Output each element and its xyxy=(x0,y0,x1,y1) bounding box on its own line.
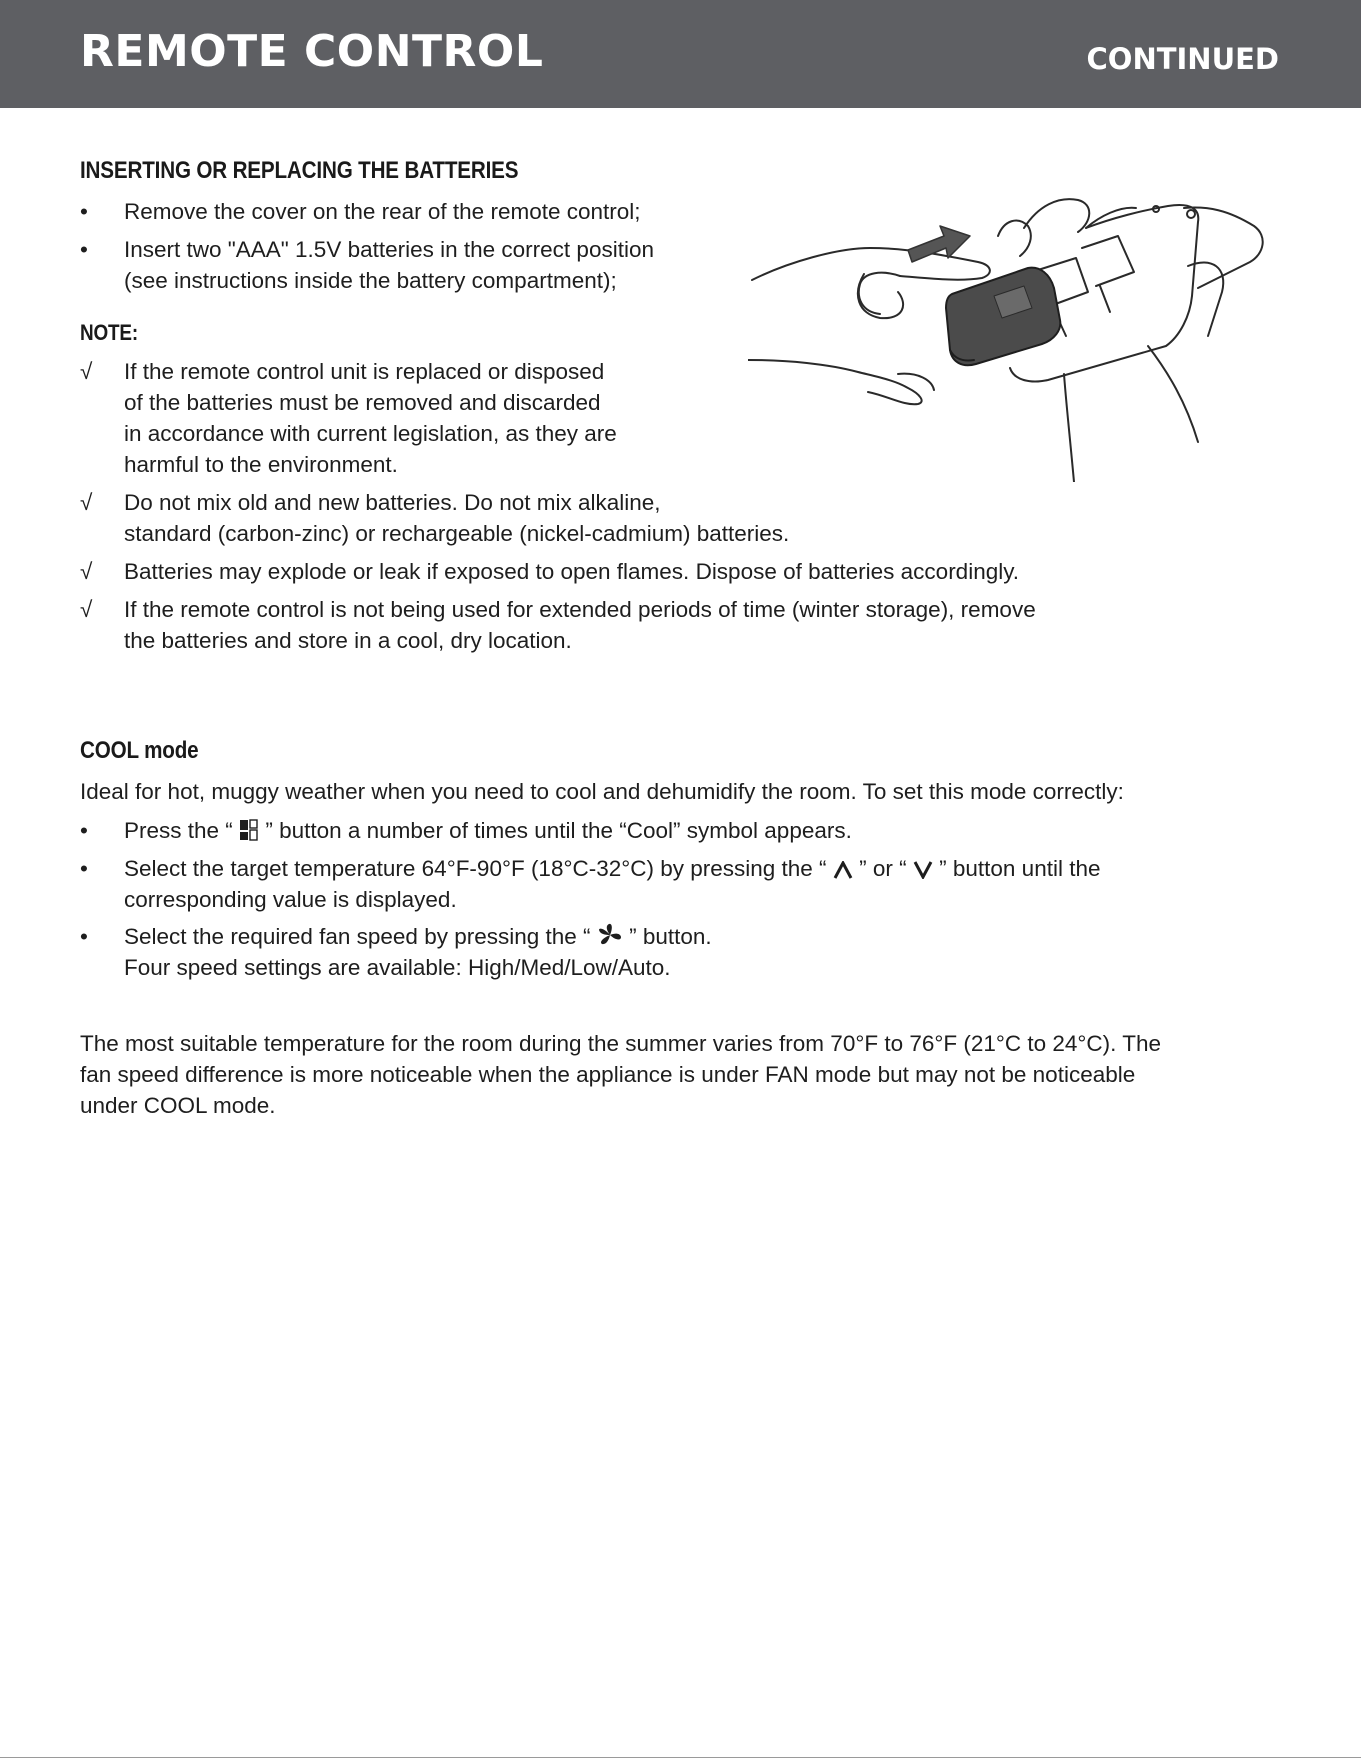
note-3-line-1: Batteries may explode or leak if exposed to open flames. Dispose of batteries accordingly. xyxy=(124,559,1020,584)
note-1-line-3: in accordance with current legislation, as they are xyxy=(124,421,617,446)
cool-step-2-text-c: ” button until the xyxy=(939,856,1101,881)
battery-step-1-line: Remove the cover on the rear of the remote control; xyxy=(124,199,641,224)
page-title: REMOTE CONTROL xyxy=(80,26,544,77)
cool-step-3-line-2: Four speed settings are available: High/Med/Low/Auto. xyxy=(124,955,671,980)
down-arrow-icon xyxy=(913,861,933,879)
remote-battery-cover-illustration xyxy=(748,196,1268,482)
page-header xyxy=(0,0,1361,108)
cool-step-2-text-b: ” or “ xyxy=(859,856,907,881)
cool-mode-intro xyxy=(80,776,1124,807)
page-continued-label: CONTINUED xyxy=(1086,42,1279,76)
note-heading: NOTE: xyxy=(80,320,139,345)
note-4-line-1: If the remote control is not being used for extended periods of time (winter storage), remove xyxy=(124,597,1036,622)
note-2-line-2: standard (carbon-zinc) or rechargeable (nickel-cadmium) batteries. xyxy=(124,521,790,546)
summary-line-1: The most suitable temperature for the room during the summer varies from 70°F to 76°F (21°C to 24°C). The xyxy=(80,1031,1162,1056)
mode-icon xyxy=(239,819,259,841)
note-1-line-4: harmful to the environment. xyxy=(124,452,398,477)
cool-step-2-line-2: corresponding value is displayed. xyxy=(124,887,457,912)
note-2-line-1: Do not mix old and new batteries. Do not mix alkaline, xyxy=(124,490,661,515)
summary-line-2: fan speed difference is more noticeable when the appliance is under FAN mode but may not be noticeable xyxy=(80,1062,1136,1087)
cool-step-3-text-a: Select the required fan speed by pressing the “ xyxy=(124,924,591,949)
cool-step-1-text-a: Press the “ xyxy=(124,818,233,843)
check-mark-icon: √ xyxy=(80,359,93,384)
cool-step-2-text-a: Select the target temperature 64°F-90°F (18°C-32°C) by pressing the “ xyxy=(124,856,827,881)
fan-icon xyxy=(597,923,623,947)
battery-step-2-line-1: Insert two "AAA" 1.5V batteries in the correct position xyxy=(124,237,654,262)
note-4-line-2: the batteries and store in a cool, dry location. xyxy=(124,628,572,653)
check-mark-icon: √ xyxy=(80,490,93,515)
cool-step-3-text-b: ” button. xyxy=(629,924,712,949)
check-mark-icon: √ xyxy=(80,597,93,622)
summary-line-3: under COOL mode. xyxy=(80,1093,276,1118)
footer-rule xyxy=(0,1757,1361,1758)
check-mark-icon: √ xyxy=(80,559,93,584)
battery-step-2-line-2: (see instructions inside the battery compartment); xyxy=(124,268,617,293)
note-1-line-1: If the remote control unit is replaced or disposed xyxy=(124,359,605,384)
bullet: • xyxy=(80,199,88,224)
bullet: • xyxy=(80,856,88,881)
cool-step-1-text-b: ” button a number of times until the “Cool” symbol appears. xyxy=(265,818,852,843)
cool-mode-heading: COOL mode xyxy=(80,737,199,764)
batteries-heading: INSERTING OR REPLACING THE BATTERIES xyxy=(80,157,519,184)
bullet: • xyxy=(80,924,88,949)
note-1-line-2: of the batteries must be removed and discarded xyxy=(124,390,601,415)
cool-mode-intro-text: Ideal for hot, muggy weather when you need to cool and dehumidify the room. To set this mode correctly: xyxy=(80,779,1124,804)
bullet: • xyxy=(80,237,88,262)
cool-mode-summary xyxy=(80,1028,1161,1121)
bullet: • xyxy=(80,818,88,843)
up-arrow-icon xyxy=(833,861,853,879)
